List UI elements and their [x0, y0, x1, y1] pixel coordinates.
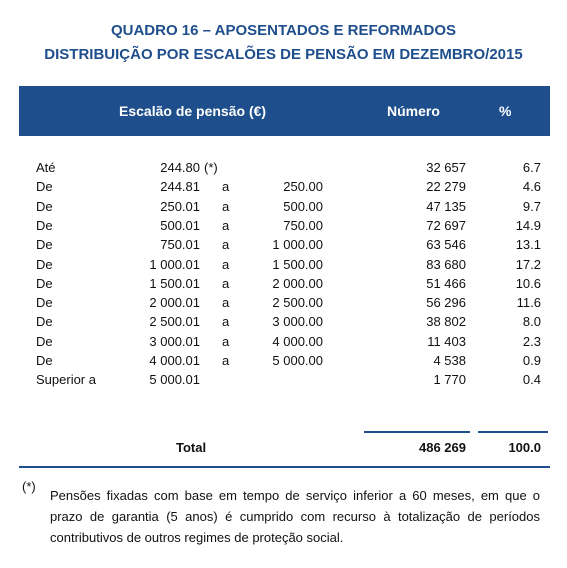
row-percent: 11.6 — [516, 295, 541, 311]
total-percent: 100.0 — [508, 440, 541, 455]
table-row — [0, 314, 567, 334]
range-to: 5 000.00 — [272, 353, 323, 368]
row-percent: 6.7 — [522, 160, 541, 175]
range-from: 4 000.01 — [149, 353, 200, 368]
row-label: Superior a — [36, 372, 96, 388]
range-to: 2 000.00 — [272, 275, 323, 291]
row-percent: 10.6 — [515, 275, 541, 291]
range-separator: a — [222, 256, 230, 272]
table-row — [0, 353, 567, 373]
row-label: De — [36, 333, 53, 349]
range-separator: a — [222, 353, 230, 368]
range-from: 2 000.01 — [149, 295, 200, 311]
range-from: 1 000.01 — [149, 256, 200, 272]
row-numero: 63 546 — [426, 237, 466, 253]
total-label: Total — [176, 440, 207, 455]
range-from: 500.01 — [160, 217, 200, 233]
table-row — [0, 276, 567, 296]
range-separator: a — [222, 275, 230, 291]
row-numero: 1 770 — [433, 372, 466, 388]
row-percent: 13.1 — [515, 237, 541, 253]
total-rule-percent — [478, 431, 548, 433]
row-numero: 56 296 — [426, 295, 466, 311]
total-numero: 486 269 — [419, 440, 466, 455]
range-to: 1 500.00 — [272, 256, 323, 272]
row-numero: 38 802 — [426, 314, 466, 330]
range-separator: a — [222, 237, 230, 253]
header-percent: % — [499, 103, 512, 119]
range-from: 1 500.01 — [149, 275, 200, 291]
table-header — [19, 86, 550, 136]
header-escalao: Escalão de pensão (€) — [119, 103, 267, 119]
range-from: 750.01 — [160, 237, 200, 253]
range-to: 2 500.00 — [272, 295, 323, 311]
range-separator: a — [222, 179, 230, 195]
range-from: 250.01 — [160, 198, 200, 214]
table-row — [0, 257, 567, 277]
table-row — [0, 334, 567, 354]
range-from: 244.81 — [160, 179, 200, 195]
total-rule-numero — [364, 431, 470, 433]
row-numero: 22 279 — [426, 179, 466, 195]
range-from: 3 000.01 — [149, 333, 200, 349]
row-percent: 2.3 — [522, 333, 541, 349]
range-to: 4 000.00 — [272, 333, 323, 349]
table-subtitle: DISTRIBUIÇÃO POR ESCALÕES DE PENSÃO EM DEZEMBRO/2015 — [44, 46, 523, 63]
table-row — [0, 199, 567, 219]
row-percent: 9.7 — [522, 198, 541, 214]
range-separator: a — [222, 217, 230, 233]
table-title: QUADRO 16 – APOSENTADOS E REFORMADOS — [110, 22, 457, 39]
row-label: De — [36, 179, 53, 195]
row-label: De — [36, 198, 53, 214]
row-numero: 83 680 — [426, 256, 466, 272]
table-row — [0, 295, 567, 315]
row-percent: 0.4 — [522, 372, 541, 388]
header-numero: Número — [387, 103, 440, 119]
range-separator: a — [222, 333, 230, 349]
row-percent: 17.2 — [515, 256, 541, 272]
range-from: 5 000.01 — [149, 372, 200, 388]
range-to: 1 000.00 — [272, 237, 323, 253]
range-separator: a — [222, 198, 230, 214]
row-percent: 4.6 — [522, 179, 541, 195]
footnote-divider — [19, 466, 550, 468]
row-numero: 72 697 — [426, 217, 466, 233]
row-label: De — [36, 295, 53, 311]
range-to: 500.00 — [283, 198, 323, 214]
row-label: De — [36, 237, 53, 253]
row-label: De — [36, 353, 53, 368]
row-label: De — [36, 256, 53, 272]
row-label: De — [36, 314, 53, 330]
row-label: Até — [36, 160, 56, 175]
row-numero: 4 538 — [433, 353, 466, 368]
row-numero: 51 466 — [426, 275, 466, 291]
footnote-marker: (*) — [22, 479, 36, 494]
table-row — [0, 372, 567, 392]
range-to: 750.00 — [283, 217, 323, 233]
range-to: 3 000.00 — [272, 314, 323, 330]
row-numero: 47 135 — [426, 198, 466, 214]
range-from: 244.80 — [160, 160, 200, 175]
table-row — [0, 179, 567, 199]
row-numero: 32 657 — [426, 160, 466, 175]
row-percent: 8.0 — [522, 314, 541, 330]
row-label: De — [36, 217, 53, 233]
table-row — [0, 160, 567, 180]
range-separator: a — [222, 295, 230, 311]
footnote-text: Pensões fixadas com base em tempo de serviço inferior a 60 meses, em que o prazo de garantia (5 anos) é cumprido com recurso à totalização de períodos contributivos de outros regimes de proteção social. — [50, 488, 540, 545]
table-row — [0, 218, 567, 238]
footnote-ref: (*) — [204, 160, 218, 175]
row-percent: 14.9 — [515, 217, 541, 233]
row-percent: 0.9 — [522, 353, 541, 368]
row-numero: 11 403 — [427, 333, 466, 349]
row-label: De — [36, 275, 53, 291]
range-from: 2 500.01 — [149, 314, 200, 330]
total-row — [0, 440, 567, 460]
range-to: 250.00 — [283, 179, 323, 195]
table-row — [0, 237, 567, 257]
range-separator: a — [222, 314, 230, 330]
